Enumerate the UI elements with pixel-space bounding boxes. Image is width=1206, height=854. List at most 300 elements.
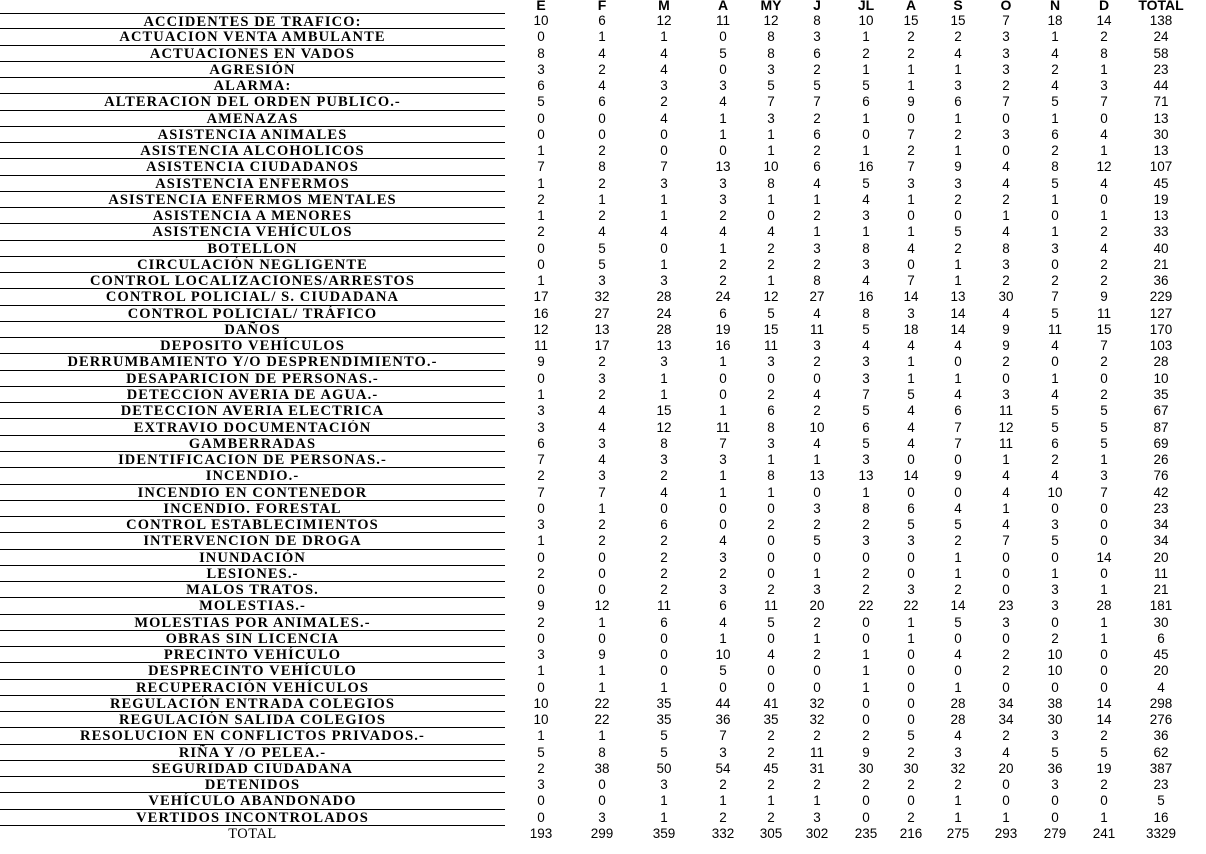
value-cell: 1 (813, 630, 821, 646)
value-cell: 4 (1051, 338, 1059, 354)
value-cell: 3 (719, 78, 727, 94)
value-cell: 2 (1051, 143, 1059, 159)
value-cell: 4 (954, 500, 962, 516)
value-cell: 0 (537, 793, 545, 809)
value-cell: 4 (1051, 78, 1059, 94)
value-cell: 0 (1002, 143, 1010, 159)
value-cell: 3 (813, 582, 821, 598)
value-cell: 1 (719, 240, 727, 256)
value-cell: 5 (1051, 403, 1059, 419)
value-cell: 1 (1002, 500, 1010, 516)
value-cell: 3 (1002, 45, 1010, 61)
value-cell: 0 (537, 809, 545, 825)
row-label: INCENDIO.- (0, 468, 505, 484)
value-cell: 3 (1002, 126, 1010, 142)
value-cell: 0 (598, 565, 606, 581)
value-cell: 0 (862, 712, 870, 728)
value-cell: 5 (1051, 533, 1059, 549)
value-cell: 4 (862, 338, 870, 354)
value-cell: 8 (767, 175, 775, 191)
value-cell: 45 (763, 760, 779, 776)
value-cell: 3 (719, 191, 727, 207)
value-cell: 7 (862, 386, 870, 402)
value-cell: 0 (1100, 663, 1108, 679)
value-cell: 0 (767, 630, 775, 646)
value-cell: 1 (660, 370, 668, 386)
value-cell: 7 (1051, 289, 1059, 305)
table-row (0, 94, 1206, 110)
value-cell: 2 (1051, 630, 1059, 646)
row-label: ASISTENCIA CIUDADANOS (0, 159, 505, 175)
value-cell: 0 (954, 452, 962, 468)
value-cell: 11 (1047, 321, 1062, 337)
value-cell: 2 (660, 565, 668, 581)
value-cell: 3 (813, 338, 821, 354)
value-cell: 0 (813, 679, 821, 695)
row-label: REGULACIÓN SALIDA COLEGIOS (0, 712, 505, 728)
value-cell: 3 (1051, 777, 1059, 793)
row-total-cell: 34 (1153, 517, 1169, 533)
value-cell: 16 (858, 159, 874, 175)
value-cell: 19 (715, 321, 731, 337)
value-cell: 14 (1096, 549, 1112, 565)
table-row (0, 761, 1206, 777)
value-cell: 1 (660, 208, 668, 224)
column-header: D (1098, 0, 1110, 13)
table-row (0, 159, 1206, 175)
value-cell: 3 (1002, 61, 1010, 77)
value-cell: 1 (660, 793, 668, 809)
value-cell: 14 (950, 305, 966, 321)
value-cell: 32 (950, 760, 966, 776)
row-total-cell: 67 (1153, 403, 1169, 419)
value-cell: 8 (1100, 45, 1108, 61)
value-cell: 0 (862, 614, 870, 630)
value-cell: 3 (660, 175, 668, 191)
value-cell: 3 (813, 500, 821, 516)
value-cell: 1 (907, 61, 915, 77)
value-cell: 35 (656, 712, 672, 728)
row-total-cell: 33 (1153, 224, 1169, 240)
value-cell: 0 (660, 663, 668, 679)
value-cell: 0 (907, 647, 915, 663)
value-cell: 10 (1047, 647, 1063, 663)
value-cell: 0 (907, 549, 915, 565)
table-row (0, 517, 1206, 533)
value-cell: 0 (907, 793, 915, 809)
value-cell: 0 (813, 549, 821, 565)
table-row (0, 46, 1206, 62)
value-cell: 2 (862, 728, 870, 744)
value-cell: 0 (1051, 256, 1059, 272)
value-cell: 9 (598, 647, 606, 663)
value-cell: 0 (719, 500, 727, 516)
value-cell: 5 (767, 614, 775, 630)
value-cell: 5 (660, 728, 668, 744)
value-cell: 14 (1096, 712, 1112, 728)
value-cell: 0 (719, 29, 727, 45)
value-cell: 11 (763, 598, 778, 614)
value-cell: 10 (1047, 484, 1063, 500)
value-cell: 1 (598, 663, 606, 679)
value-cell: 6 (1051, 126, 1059, 142)
value-cell: 8 (767, 419, 775, 435)
row-total-cell: 71 (1153, 94, 1169, 110)
value-cell: 1 (598, 29, 606, 45)
value-cell: 2 (1100, 29, 1108, 45)
value-cell: 1 (954, 809, 962, 825)
value-cell: 4 (719, 94, 727, 110)
value-cell: 3 (813, 809, 821, 825)
row-label: IDENTIFICACION DE PERSONAS.- (0, 452, 505, 468)
value-cell: 1 (954, 549, 962, 565)
value-cell: 4 (1051, 468, 1059, 484)
value-cell: 41 (763, 695, 779, 711)
value-cell: 3 (862, 370, 870, 386)
value-cell: 5 (813, 533, 821, 549)
value-cell: 2 (598, 354, 606, 370)
value-cell: 30 (858, 760, 874, 776)
value-cell: 2 (954, 29, 962, 45)
value-cell: 6 (537, 435, 545, 451)
row-total-cell: 138 (1149, 13, 1173, 28)
value-cell: 6 (719, 598, 727, 614)
value-cell: 5 (719, 663, 727, 679)
value-cell: 2 (907, 29, 915, 45)
value-cell: 7 (954, 419, 962, 435)
value-cell: 9 (1002, 338, 1010, 354)
table-row (0, 550, 1206, 566)
table-row (0, 647, 1206, 663)
table-row (0, 582, 1206, 598)
value-cell: 1 (537, 386, 545, 402)
row-total-cell: 20 (1153, 663, 1169, 679)
value-cell: 3 (1100, 78, 1108, 94)
value-cell: 0 (1002, 110, 1010, 126)
value-cell: 2 (660, 533, 668, 549)
table-row (0, 696, 1206, 712)
value-cell: 13 (858, 468, 874, 484)
value-cell: 11 (715, 13, 730, 28)
value-cell: 1 (1100, 143, 1108, 159)
value-cell: 9 (954, 468, 962, 484)
value-cell: 1 (954, 679, 962, 695)
value-cell: 5 (862, 403, 870, 419)
value-cell: 1 (813, 452, 821, 468)
value-cell: 2 (537, 565, 545, 581)
value-cell: 13 (656, 338, 672, 354)
value-cell: 0 (813, 370, 821, 386)
value-cell: 3 (537, 777, 545, 793)
value-cell: 3 (537, 647, 545, 663)
value-cell: 8 (813, 13, 821, 28)
value-cell: 3 (767, 354, 775, 370)
value-cell: 8 (862, 305, 870, 321)
row-total-cell: 13 (1153, 143, 1169, 159)
table-row (0, 501, 1206, 517)
value-cell: 2 (813, 647, 821, 663)
value-cell: 2 (954, 191, 962, 207)
value-cell: 0 (598, 793, 606, 809)
row-label: INCENDIO EN CONTENEDOR (0, 485, 505, 501)
value-cell: 10 (533, 695, 549, 711)
row-label: INUNDACIÓN (0, 550, 505, 566)
value-cell: 0 (1100, 533, 1108, 549)
value-cell: 4 (907, 419, 915, 435)
value-cell: 2 (813, 517, 821, 533)
value-cell: 4 (1051, 45, 1059, 61)
row-total-cell: 36 (1153, 728, 1169, 744)
row-label: ASISTENCIA A MENORES (0, 208, 505, 224)
table-row (0, 420, 1206, 436)
table-row (0, 436, 1206, 452)
value-cell: 7 (1100, 338, 1108, 354)
value-cell: 3 (537, 403, 545, 419)
value-cell: 0 (1100, 110, 1108, 126)
value-cell: 0 (719, 679, 727, 695)
value-cell: 5 (954, 614, 962, 630)
value-cell: 4 (1100, 240, 1108, 256)
value-cell: 5 (598, 240, 606, 256)
value-cell: 1 (660, 386, 668, 402)
value-cell: 0 (907, 484, 915, 500)
row-total-cell: 6 (1157, 630, 1165, 646)
table-row (0, 631, 1206, 647)
value-cell: 1 (767, 126, 775, 142)
value-cell: 0 (767, 679, 775, 695)
value-cell: 0 (813, 484, 821, 500)
value-cell: 1 (862, 143, 870, 159)
value-cell: 1 (1051, 29, 1059, 45)
value-cell: 3 (1051, 517, 1059, 533)
table-row (0, 745, 1206, 761)
value-cell: 9 (537, 354, 545, 370)
value-cell: 3 (537, 61, 545, 77)
value-cell: 0 (907, 679, 915, 695)
value-cell: 0 (1051, 614, 1059, 630)
value-cell: 0 (954, 663, 962, 679)
value-cell: 3 (598, 435, 606, 451)
table-row (0, 62, 1206, 78)
value-cell: 1 (598, 500, 606, 516)
value-cell: 1 (537, 208, 545, 224)
row-total-cell: 28 (1153, 354, 1169, 370)
row-label: ACTUACIONES EN VADOS (0, 46, 505, 62)
value-cell: 2 (954, 126, 962, 142)
value-cell: 0 (954, 354, 962, 370)
value-cell: 0 (660, 630, 668, 646)
value-cell: 0 (719, 61, 727, 77)
value-cell: 8 (1051, 159, 1059, 175)
value-cell: 5 (537, 94, 545, 110)
value-cell: 5 (1100, 435, 1108, 451)
row-label: DESAPARICION DE PERSONAS.- (0, 371, 505, 387)
value-cell: 4 (598, 224, 606, 240)
value-cell: 1 (767, 191, 775, 207)
table-row (0, 78, 1206, 94)
value-cell: 1 (907, 630, 915, 646)
row-total-cell: 30 (1153, 614, 1169, 630)
value-cell: 1 (862, 61, 870, 77)
value-cell: 3 (660, 452, 668, 468)
value-cell: 3 (1051, 598, 1059, 614)
value-cell: 2 (537, 614, 545, 630)
value-cell: 3 (660, 777, 668, 793)
row-label: BOTELLON (0, 241, 505, 257)
value-cell: 0 (907, 208, 915, 224)
value-cell: 1 (813, 191, 821, 207)
value-cell: 0 (767, 208, 775, 224)
value-cell: 3 (862, 452, 870, 468)
row-total-cell: 298 (1149, 695, 1173, 711)
value-cell: 4 (1002, 159, 1010, 175)
value-cell: 32 (594, 289, 610, 305)
column-header: N (1049, 0, 1061, 13)
value-cell: 0 (598, 582, 606, 598)
value-cell: 3 (1051, 240, 1059, 256)
value-cell: 12 (533, 321, 549, 337)
value-cell: 5 (1051, 419, 1059, 435)
row-total-cell: 16 (1153, 809, 1169, 825)
value-cell: 0 (862, 126, 870, 142)
row-label: GAMBERRADAS (0, 436, 505, 452)
value-cell: 5 (862, 321, 870, 337)
row-label: INCENDIO. FORESTAL (0, 501, 505, 517)
value-cell: 2 (1100, 728, 1108, 744)
row-total-cell: 5 (1157, 793, 1165, 809)
value-cell: 2 (767, 777, 775, 793)
value-cell: 0 (660, 500, 668, 516)
row-label: AGRESIÓN (0, 62, 505, 78)
value-cell: 4 (1100, 126, 1108, 142)
value-cell: 2 (719, 208, 727, 224)
value-cell: 4 (598, 403, 606, 419)
table-row (0, 712, 1206, 728)
value-cell: 27 (594, 305, 610, 321)
table-row (0, 289, 1206, 305)
value-cell: 0 (1100, 679, 1108, 695)
value-cell: 3 (598, 273, 606, 289)
row-label: ACCIDENTES DE TRAFICO: (0, 13, 505, 29)
value-cell: 5 (862, 175, 870, 191)
value-cell: 1 (598, 679, 606, 695)
value-cell: 11 (998, 403, 1013, 419)
value-cell: 9 (862, 744, 870, 760)
value-cell: 3 (954, 175, 962, 191)
value-cell: 2 (598, 533, 606, 549)
value-cell: 4 (598, 78, 606, 94)
value-cell: 2 (862, 565, 870, 581)
value-cell: 0 (1051, 354, 1059, 370)
value-cell: 2 (598, 175, 606, 191)
value-cell: 0 (813, 663, 821, 679)
value-cell: 2 (767, 386, 775, 402)
value-cell: 5 (862, 78, 870, 94)
value-cell: 0 (1002, 777, 1010, 793)
row-label: RIÑA Y /O PELEA.- (0, 745, 505, 761)
value-cell: 0 (719, 370, 727, 386)
value-cell: 4 (719, 224, 727, 240)
table-row (0, 777, 1206, 793)
value-cell: 16 (715, 338, 731, 354)
value-cell: 1 (1100, 61, 1108, 77)
value-cell: 3 (862, 256, 870, 272)
value-cell: 1 (767, 143, 775, 159)
value-cell: 0 (1051, 549, 1059, 565)
row-total-cell: 4 (1157, 679, 1165, 695)
value-cell: 11 (1096, 305, 1111, 321)
value-cell: 3 (1002, 386, 1010, 402)
value-cell: 5 (767, 305, 775, 321)
row-label: DETECCION AVERIA ELECTRICA (0, 403, 505, 419)
value-cell: 7 (907, 159, 915, 175)
value-cell: 6 (954, 403, 962, 419)
row-total-cell: 45 (1153, 175, 1169, 191)
value-cell: 2 (1100, 386, 1108, 402)
row-label: OBRAS SIN LICENCIA (0, 631, 505, 647)
row-total-cell: 19 (1153, 191, 1169, 207)
value-cell: 0 (862, 793, 870, 809)
value-cell: 4 (1002, 468, 1010, 484)
value-cell: 11 (809, 744, 824, 760)
value-cell: 0 (907, 256, 915, 272)
value-cell: 0 (537, 126, 545, 142)
row-label: INTERVENCION DE DROGA (0, 533, 505, 549)
value-cell: 0 (1100, 565, 1108, 581)
table-row (0, 241, 1206, 257)
value-cell: 11 (715, 419, 730, 435)
value-cell: 2 (813, 110, 821, 126)
row-total-cell: 21 (1153, 582, 1169, 598)
value-cell: 7 (813, 94, 821, 110)
column-header: A (905, 0, 917, 13)
value-cell: 35 (656, 695, 672, 711)
value-cell: 0 (1002, 679, 1010, 695)
value-cell: 2 (907, 143, 915, 159)
value-cell: 6 (907, 500, 915, 516)
value-cell: 30 (903, 760, 919, 776)
value-cell: 299 (590, 826, 614, 841)
row-total-cell: 3329 (1145, 826, 1177, 841)
table-row (0, 208, 1206, 224)
value-cell: 4 (862, 191, 870, 207)
row-total-cell: 387 (1149, 760, 1173, 776)
value-cell: 3 (719, 452, 727, 468)
value-cell: 2 (813, 61, 821, 77)
value-cell: 1 (1100, 208, 1108, 224)
value-cell: 5 (1051, 305, 1059, 321)
value-cell: 8 (1002, 240, 1010, 256)
value-cell: 5 (813, 78, 821, 94)
value-cell: 6 (537, 78, 545, 94)
value-cell: 0 (862, 695, 870, 711)
value-cell: 4 (954, 45, 962, 61)
value-cell: 5 (907, 386, 915, 402)
value-cell: 6 (813, 159, 821, 175)
value-cell: 6 (1051, 435, 1059, 451)
value-cell: 1 (660, 29, 668, 45)
value-cell: 22 (858, 598, 874, 614)
value-cell: 12 (656, 419, 672, 435)
row-total-cell: 44 (1153, 78, 1169, 94)
value-cell: 3 (1100, 468, 1108, 484)
row-total-cell: 10 (1153, 370, 1169, 386)
value-cell: 0 (907, 695, 915, 711)
column-header: JL (857, 0, 875, 13)
value-cell: 1 (954, 143, 962, 159)
value-cell: 31 (809, 760, 825, 776)
row-total-cell: 34 (1153, 533, 1169, 549)
